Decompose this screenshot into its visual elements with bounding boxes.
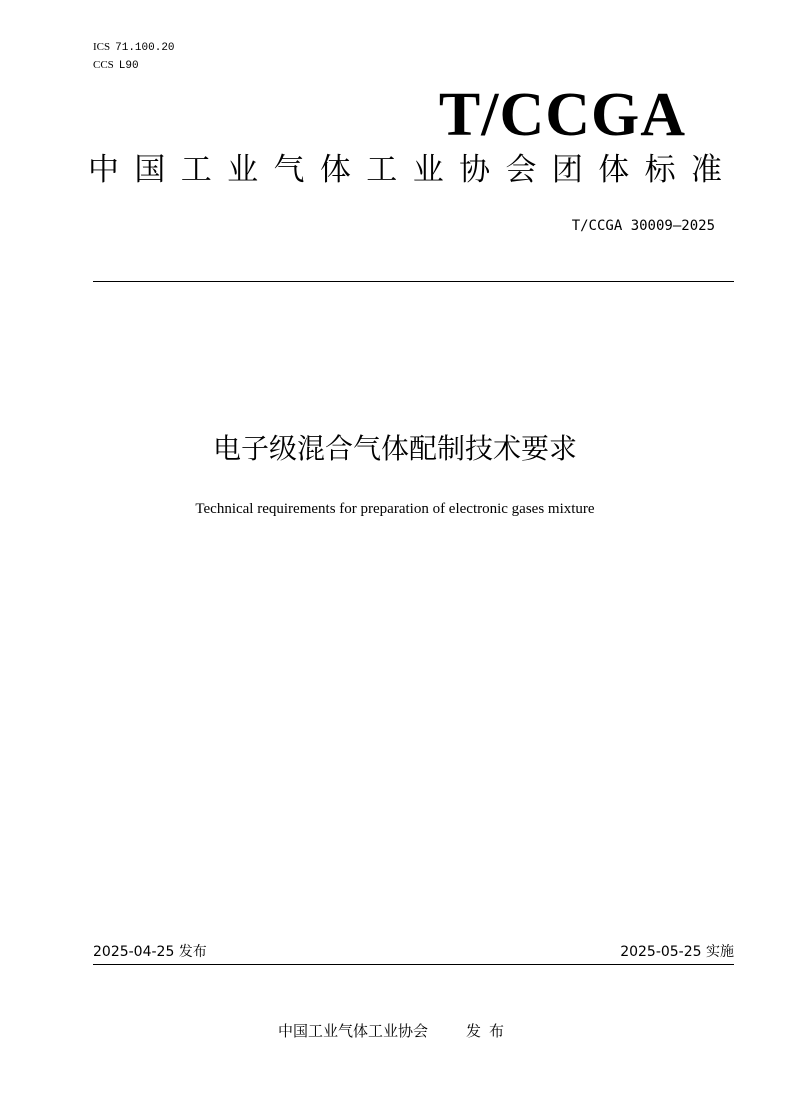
document-title-chinese: 电子级混合气体配制技术要求 (212, 432, 577, 465)
publisher-name: 中国工业气体工业协会 (277, 1022, 428, 1040)
standard-number: T/CCGA 30009—2025 (571, 218, 715, 234)
bottom-divider (93, 964, 734, 965)
ics-line (93, 40, 175, 55)
implementation-date: 2025-05-25 实施 (620, 944, 734, 960)
ics-label: ICS (93, 41, 111, 53)
document-title-english: Technical requirements for preparation of electronic gases mixture (195, 501, 595, 517)
release-date: 2025-04-25 发布 (93, 944, 207, 960)
publisher-line (0, 1020, 790, 1042)
ccs-line (93, 58, 139, 73)
ics-code: 71.100.20 (115, 42, 175, 54)
top-divider (93, 281, 734, 282)
publish-action: 发布 (466, 1022, 513, 1040)
organization-logo-text: T/CCGA (438, 81, 686, 149)
organization-standard-title: 中国工业气体工业协会团体标准 (88, 152, 730, 188)
ccs-code: L90 (118, 60, 139, 72)
ccs-label: CCS (93, 59, 114, 71)
